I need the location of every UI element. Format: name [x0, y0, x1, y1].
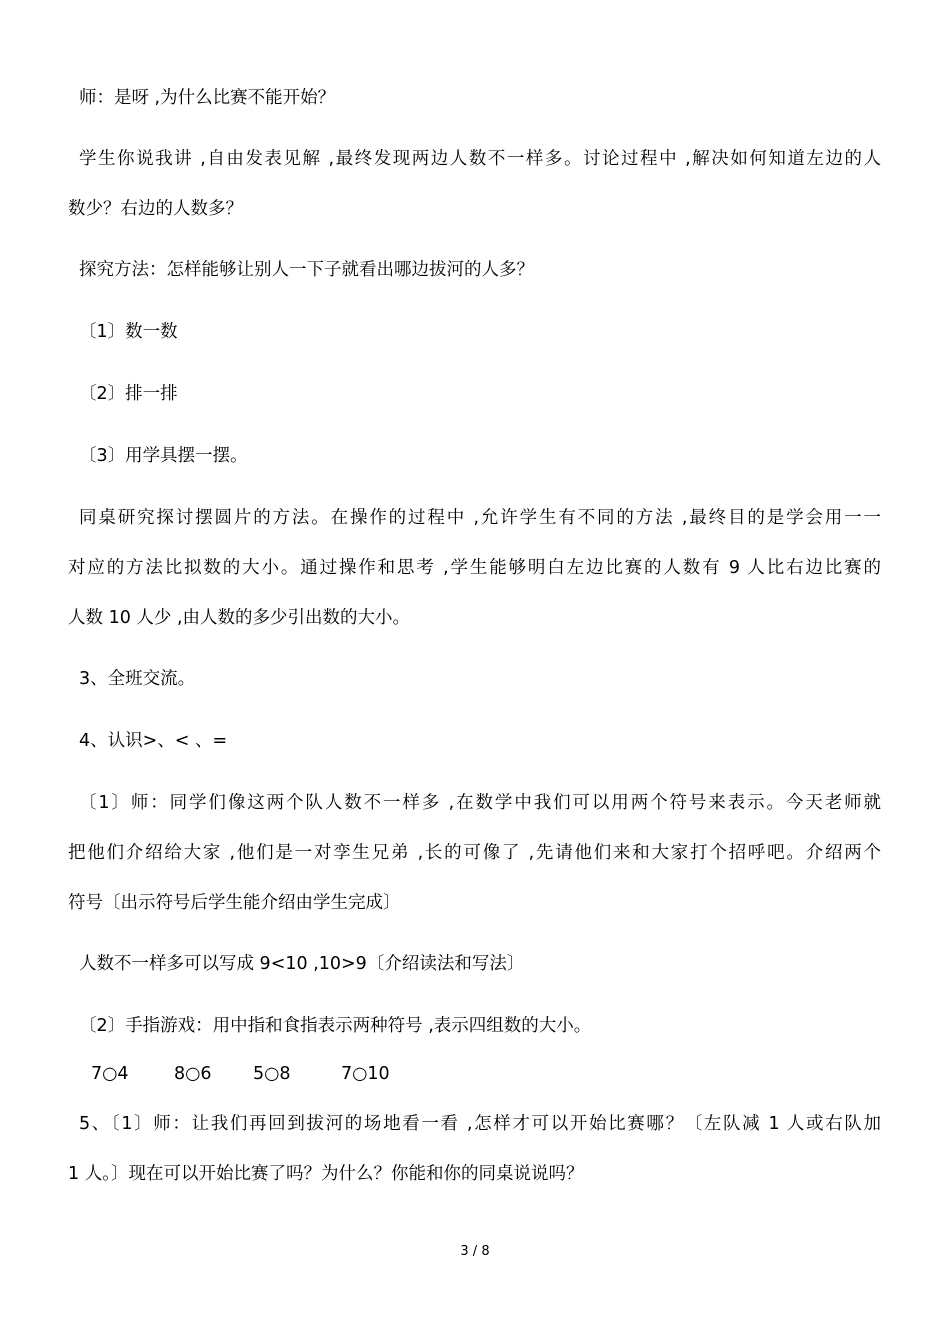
list-item: 〔3〕用学具摆一摆。: [79, 446, 248, 466]
section-heading: 3、全班交流。: [79, 669, 196, 689]
comparison-exercise: 7○4: [91, 1064, 129, 1084]
paragraph-line: 1 人。〕现在可以开始比赛了吗？为什么？你能和你的同桌说说吗？: [68, 1164, 584, 1184]
paragraph-line: 〔2〕手指游戏：用中指和食指表示两种符号 ,表示四组数的大小。: [79, 1016, 592, 1036]
paragraph-line: 学生你说我讲 ,自由发表见解 ,最终发现两边人数不一样多。讨论过程中 ,解决如何知道左边的人: [79, 149, 881, 169]
paragraph-line: 师：是呀 ,为什么比赛不能开始？: [79, 88, 336, 108]
paragraph-line: 把他们介绍给大家 ,他们是一对孪生兄弟 ,长的可像了 ,先请他们来和大家打个招呼吧。介绍两个: [68, 843, 881, 863]
paragraph-line: 人数不一样多可以写成 9<10 ,10>9〔介绍读法和写法〕: [79, 954, 525, 974]
paragraph-line: 同桌研究探讨摆圆片的方法。在操作的过程中 ,允许学生有不同的方法 ,最终目的是学会用一一: [79, 508, 881, 528]
list-item: 〔2〕排一排: [79, 384, 178, 404]
paragraph-line: 5、〔1〕师：让我们再回到拔河的场地看一看 ,怎样才可以开始比赛哪？〔左队减 1 人或右队加: [79, 1114, 881, 1134]
paragraph-line: 人数 10 人少 ,由人数的多少引出数的大小。: [68, 608, 411, 628]
comparison-exercise: 5○8: [253, 1064, 291, 1084]
paragraph-line: 对应的方法比拟数的大小。通过操作和思考 ,学生能够明白左边比赛的人数有 9 人比右边比赛的: [68, 558, 881, 578]
page-number: 3 / 8: [460, 1244, 490, 1259]
section-heading: 4、认识>、< 、=: [79, 731, 228, 751]
paragraph-line: 数少？右边的人数多？: [68, 199, 243, 219]
comparison-exercise: 7○10: [341, 1064, 390, 1084]
paragraph-line: 符号〔出示符号后学生能介绍由学生完成〕: [68, 893, 401, 913]
list-item: 〔1〕数一数: [79, 322, 178, 342]
paragraph-line: 探究方法：怎样能够让别人一下子就看出哪边拔河的人多？: [79, 260, 534, 280]
comparison-exercise: 8○6: [174, 1064, 212, 1084]
paragraph-line: 〔1〕师：同学们像这两个队人数不一样多 ,在数学中我们可以用两个符号来表示。今天老师就: [79, 793, 881, 813]
